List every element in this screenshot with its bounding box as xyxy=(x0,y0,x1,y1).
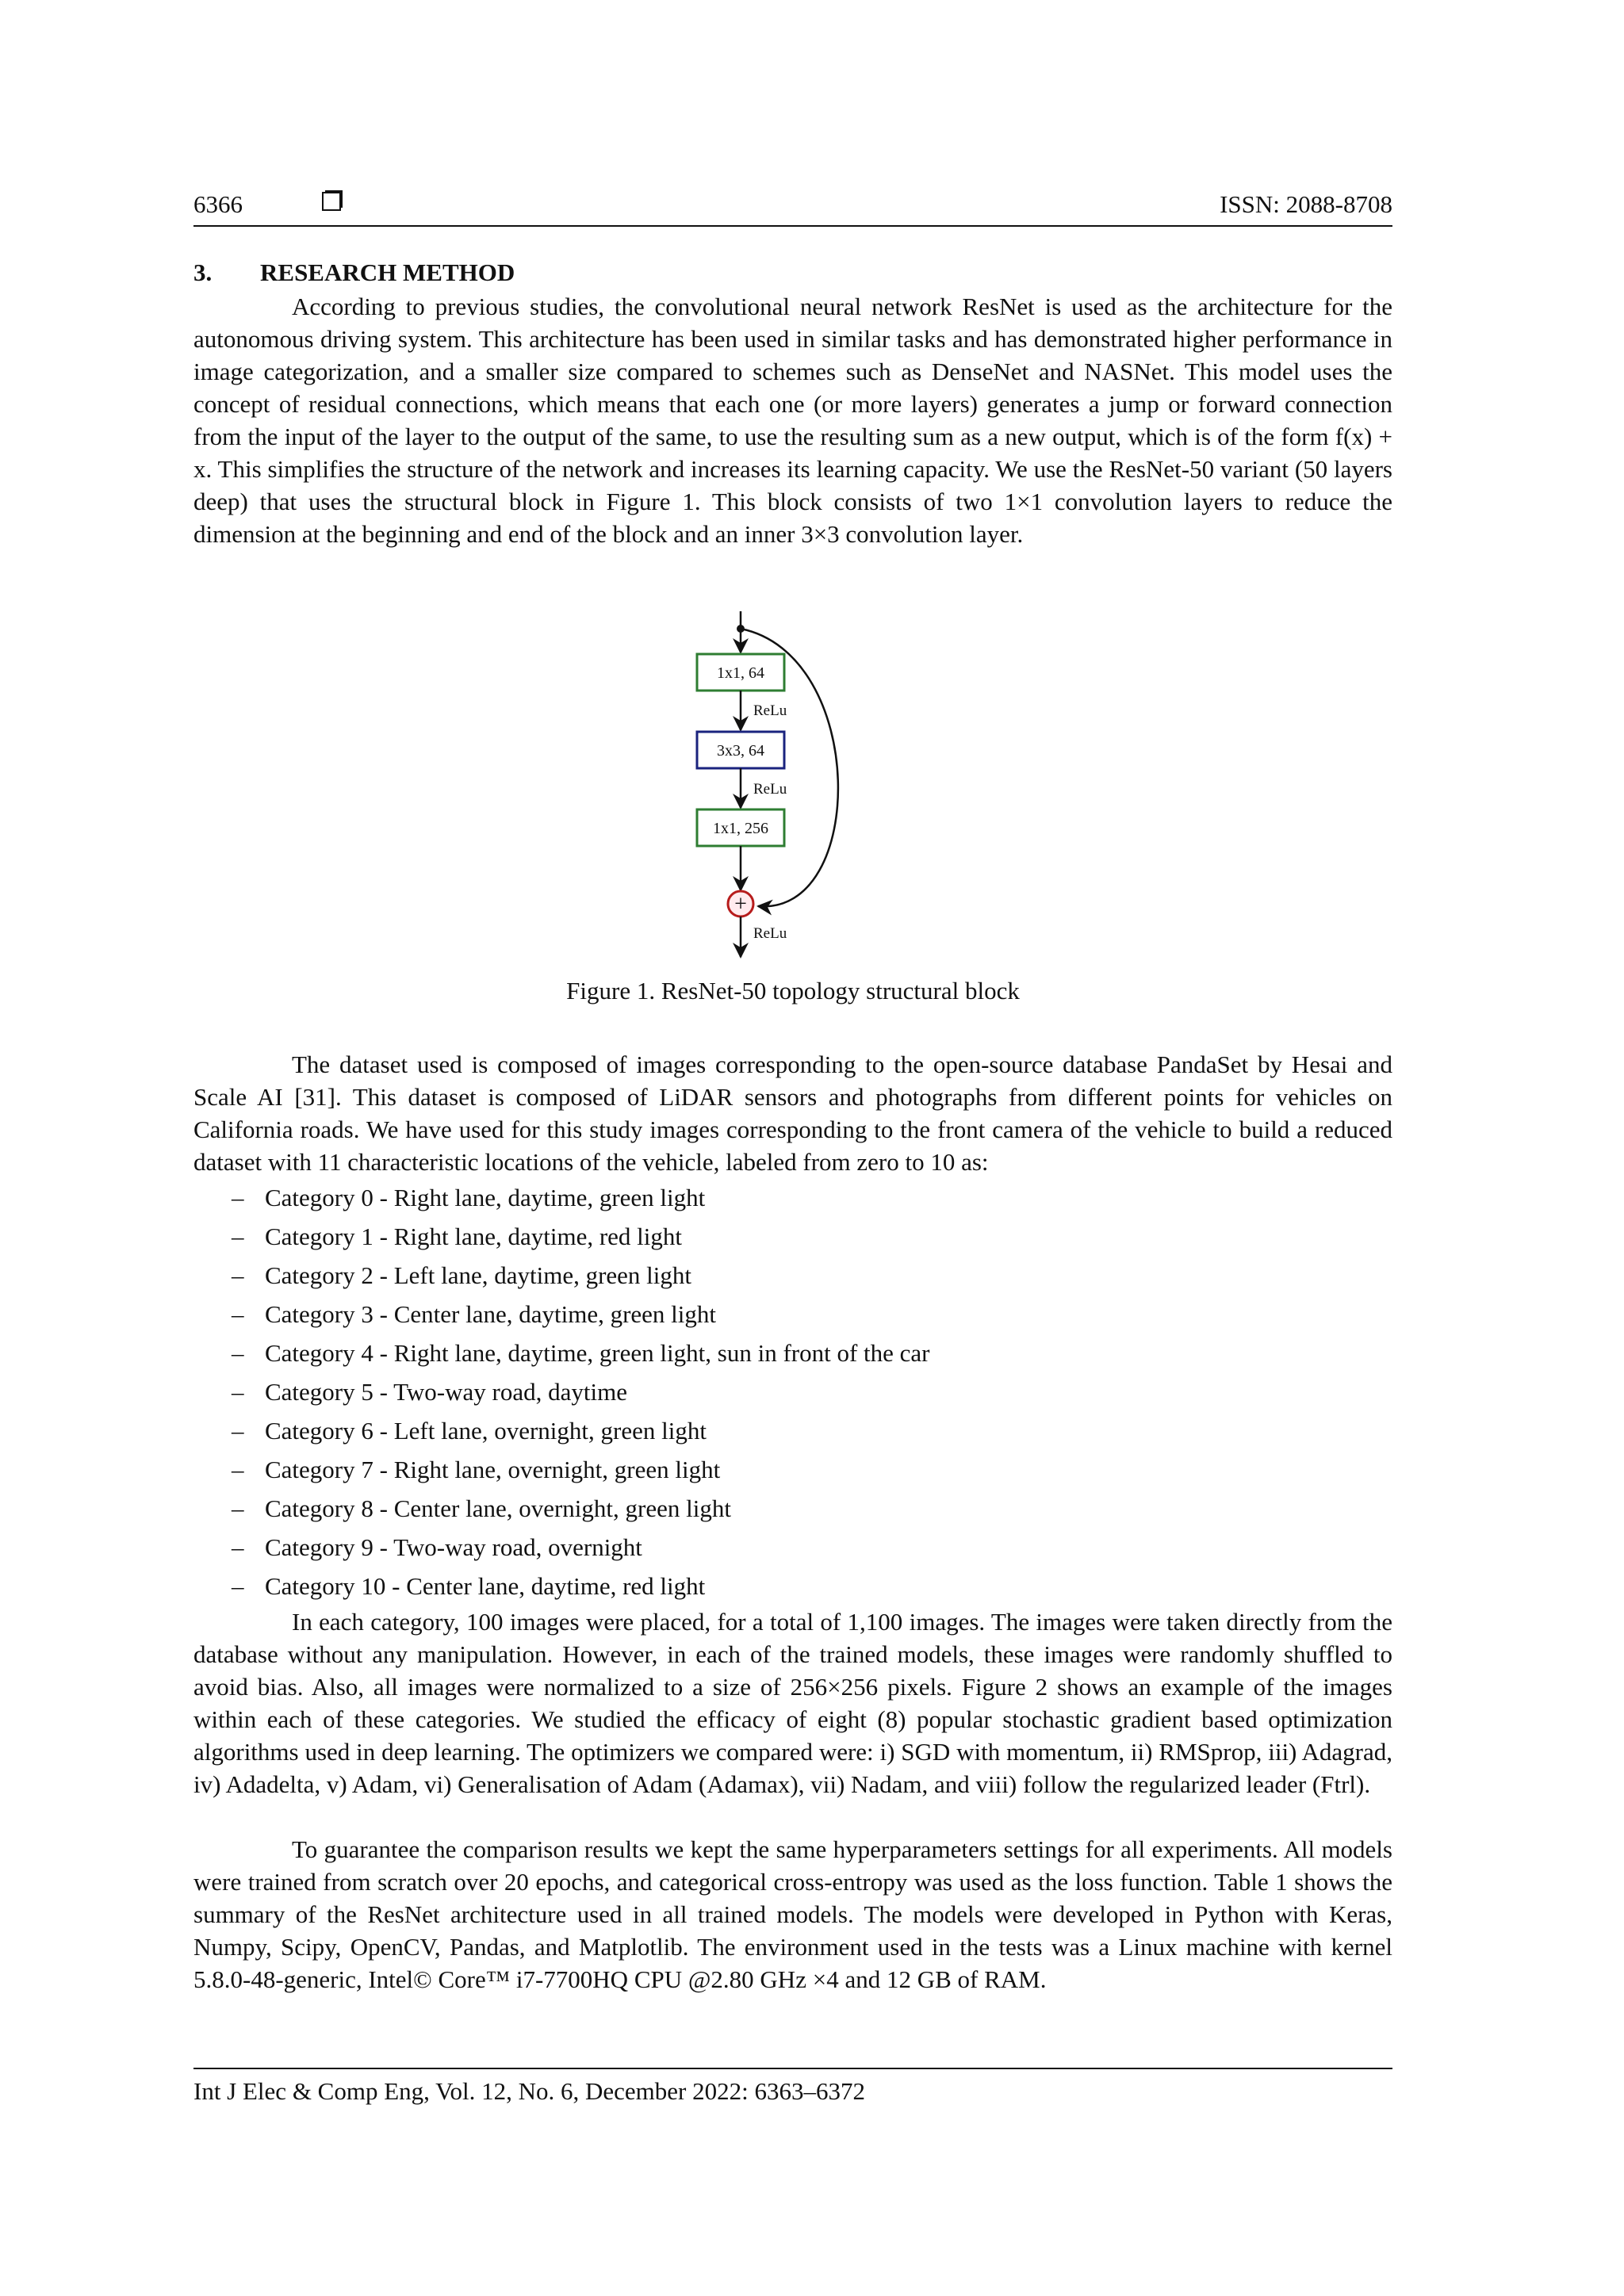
paragraph-2 xyxy=(193,1048,1392,1178)
relu-label-1: ReLu xyxy=(753,702,787,719)
resnet-block-diagram xyxy=(669,607,923,963)
paragraph-3-text: In each category, 100 images were placed, for a total of 1,100 images. The images were taken directly from the database without any manipulation. However, in each of the trained models, these images were randomly shuffled to avoid bias. Also, all images were normalized to a size of 256×256 pixels. Figure 2 shows an example of the images within each of these categories. We studied the efficacy of eight (8) popular stochastic gradient based optimization algorithms used in deep learning. The optimizers we compared were: i) SGD with momentum, ii) RMSprop, iii) Adagrad, iv) Adadelta, v) Adam, vi) Generalisation of Adam (Adamax), vii) Nadam, and viii) follow the regularized leader (Ftrl). xyxy=(193,1608,1392,1798)
list-item: – Category 4 - Right lane, daytime, green light, sun in front of the car xyxy=(232,1339,930,1367)
paragraph-1 xyxy=(193,290,1392,550)
list-item: – Category 9 - Two-way road, overnight xyxy=(232,1533,642,1561)
paragraph-4 xyxy=(193,1833,1392,1996)
list-item: – Category 0 - Right lane, daytime, green light xyxy=(232,1184,706,1211)
conv-1x1-64-label: 1x1, 64 xyxy=(717,664,764,682)
plus-icon: + xyxy=(734,892,747,916)
list-item: – Category 10 - Center lane, daytime, red light xyxy=(232,1572,706,1600)
footer-rule xyxy=(193,2068,1392,2069)
section-number: 3. xyxy=(193,258,213,286)
list-item: – Category 8 - Center lane, overnight, green light xyxy=(232,1494,731,1522)
section-heading xyxy=(193,258,515,287)
page-footer: Int J Elec & Comp Eng, Vol. 12, No. 6, December 2022: 6363–6372 xyxy=(193,2077,865,2105)
conv-1x1-256-label: 1x1, 256 xyxy=(713,820,768,837)
figure-caption: Figure 1. ResNet-50 topology structural block xyxy=(566,977,1020,1004)
page-number: 6366 xyxy=(193,190,243,218)
relu-label-2: ReLu xyxy=(753,781,787,798)
conv-3x3-64-label: 3x3, 64 xyxy=(717,742,764,760)
header-rule xyxy=(193,225,1392,227)
list-item: – Category 6 - Left lane, overnight, green light xyxy=(232,1417,707,1445)
relu-label-3: ReLu xyxy=(753,925,787,942)
paragraph-1-text: According to previous studies, the convolutional neural network ResNet is used as the architecture for the autonomous driving system. This architecture has been used in similar tasks and has demonstrated higher performance in image categorization, and a smaller size compared to schemes such as DenseNet and NASNet. This model uses the concept of residual connections, which means that each one (or more layers) generates a jump or forward connection from the input of the layer to the output of the same, to use the resulting sum as a new output, which is of the form f(x) + x. This simplifies the structure of the network and increases its learning capacity. We use the ResNet-50 variant (50 layers deep) that uses the structural block in Figure 1. This block consists of two 1×1 convolution layers to reduce the dimension at the beginning and end of the block and an inner 3×3 convolution layer. xyxy=(193,293,1392,548)
list-item: – Category 1 - Right lane, daytime, red light xyxy=(232,1223,683,1250)
section-title: RESEARCH METHOD xyxy=(260,258,515,286)
paragraph-2-text: The dataset used is composed of images corresponding to the open-source database PandaSet by Hesai and Scale AI [31]. This dataset is composed of LiDAR sensors and photographs from different points for vehicles on California roads. We have used for this study images corresponding to the front camera of the vehicle to build a reduced dataset with 11 characteristic locations of the vehicle, labeled from zero to 10 as: xyxy=(193,1050,1392,1176)
list-item: – Category 2 - Left lane, daytime, green light xyxy=(232,1261,692,1289)
resnet-block-figure xyxy=(669,607,923,963)
list-item: – Category 7 - Right lane, overnight, green light xyxy=(232,1456,721,1483)
list-item: – Category 5 - Two-way road, daytime xyxy=(232,1378,627,1406)
category-list xyxy=(232,1181,930,1609)
issn: ISSN: 2088-8708 xyxy=(1220,190,1392,218)
square-icon xyxy=(322,192,341,211)
paragraph-3 xyxy=(193,1605,1392,1800)
page-header xyxy=(193,190,1392,227)
paragraph-4-text: To guarantee the comparison results we kept the same hyperparameters settings for all experiments. All models were trained from scratch over 20 epochs, and categorical cross-entropy was used as the loss function. Table 1 shows the summary of the ResNet architecture used in all trained models. The models were developed in Python with Keras, Numpy, Scipy, OpenCV, Pandas, and Matplotlib. The environment used in the tests was a Linux machine with kernel 5.8.0-48-generic, Intel© Core™ i7-7700HQ CPU @2.80 GHz ×4 and 12 GB of RAM. xyxy=(193,1835,1392,1993)
list-item: – Category 3 - Center lane, daytime, green light xyxy=(232,1300,717,1328)
paper-page xyxy=(193,0,1392,2296)
